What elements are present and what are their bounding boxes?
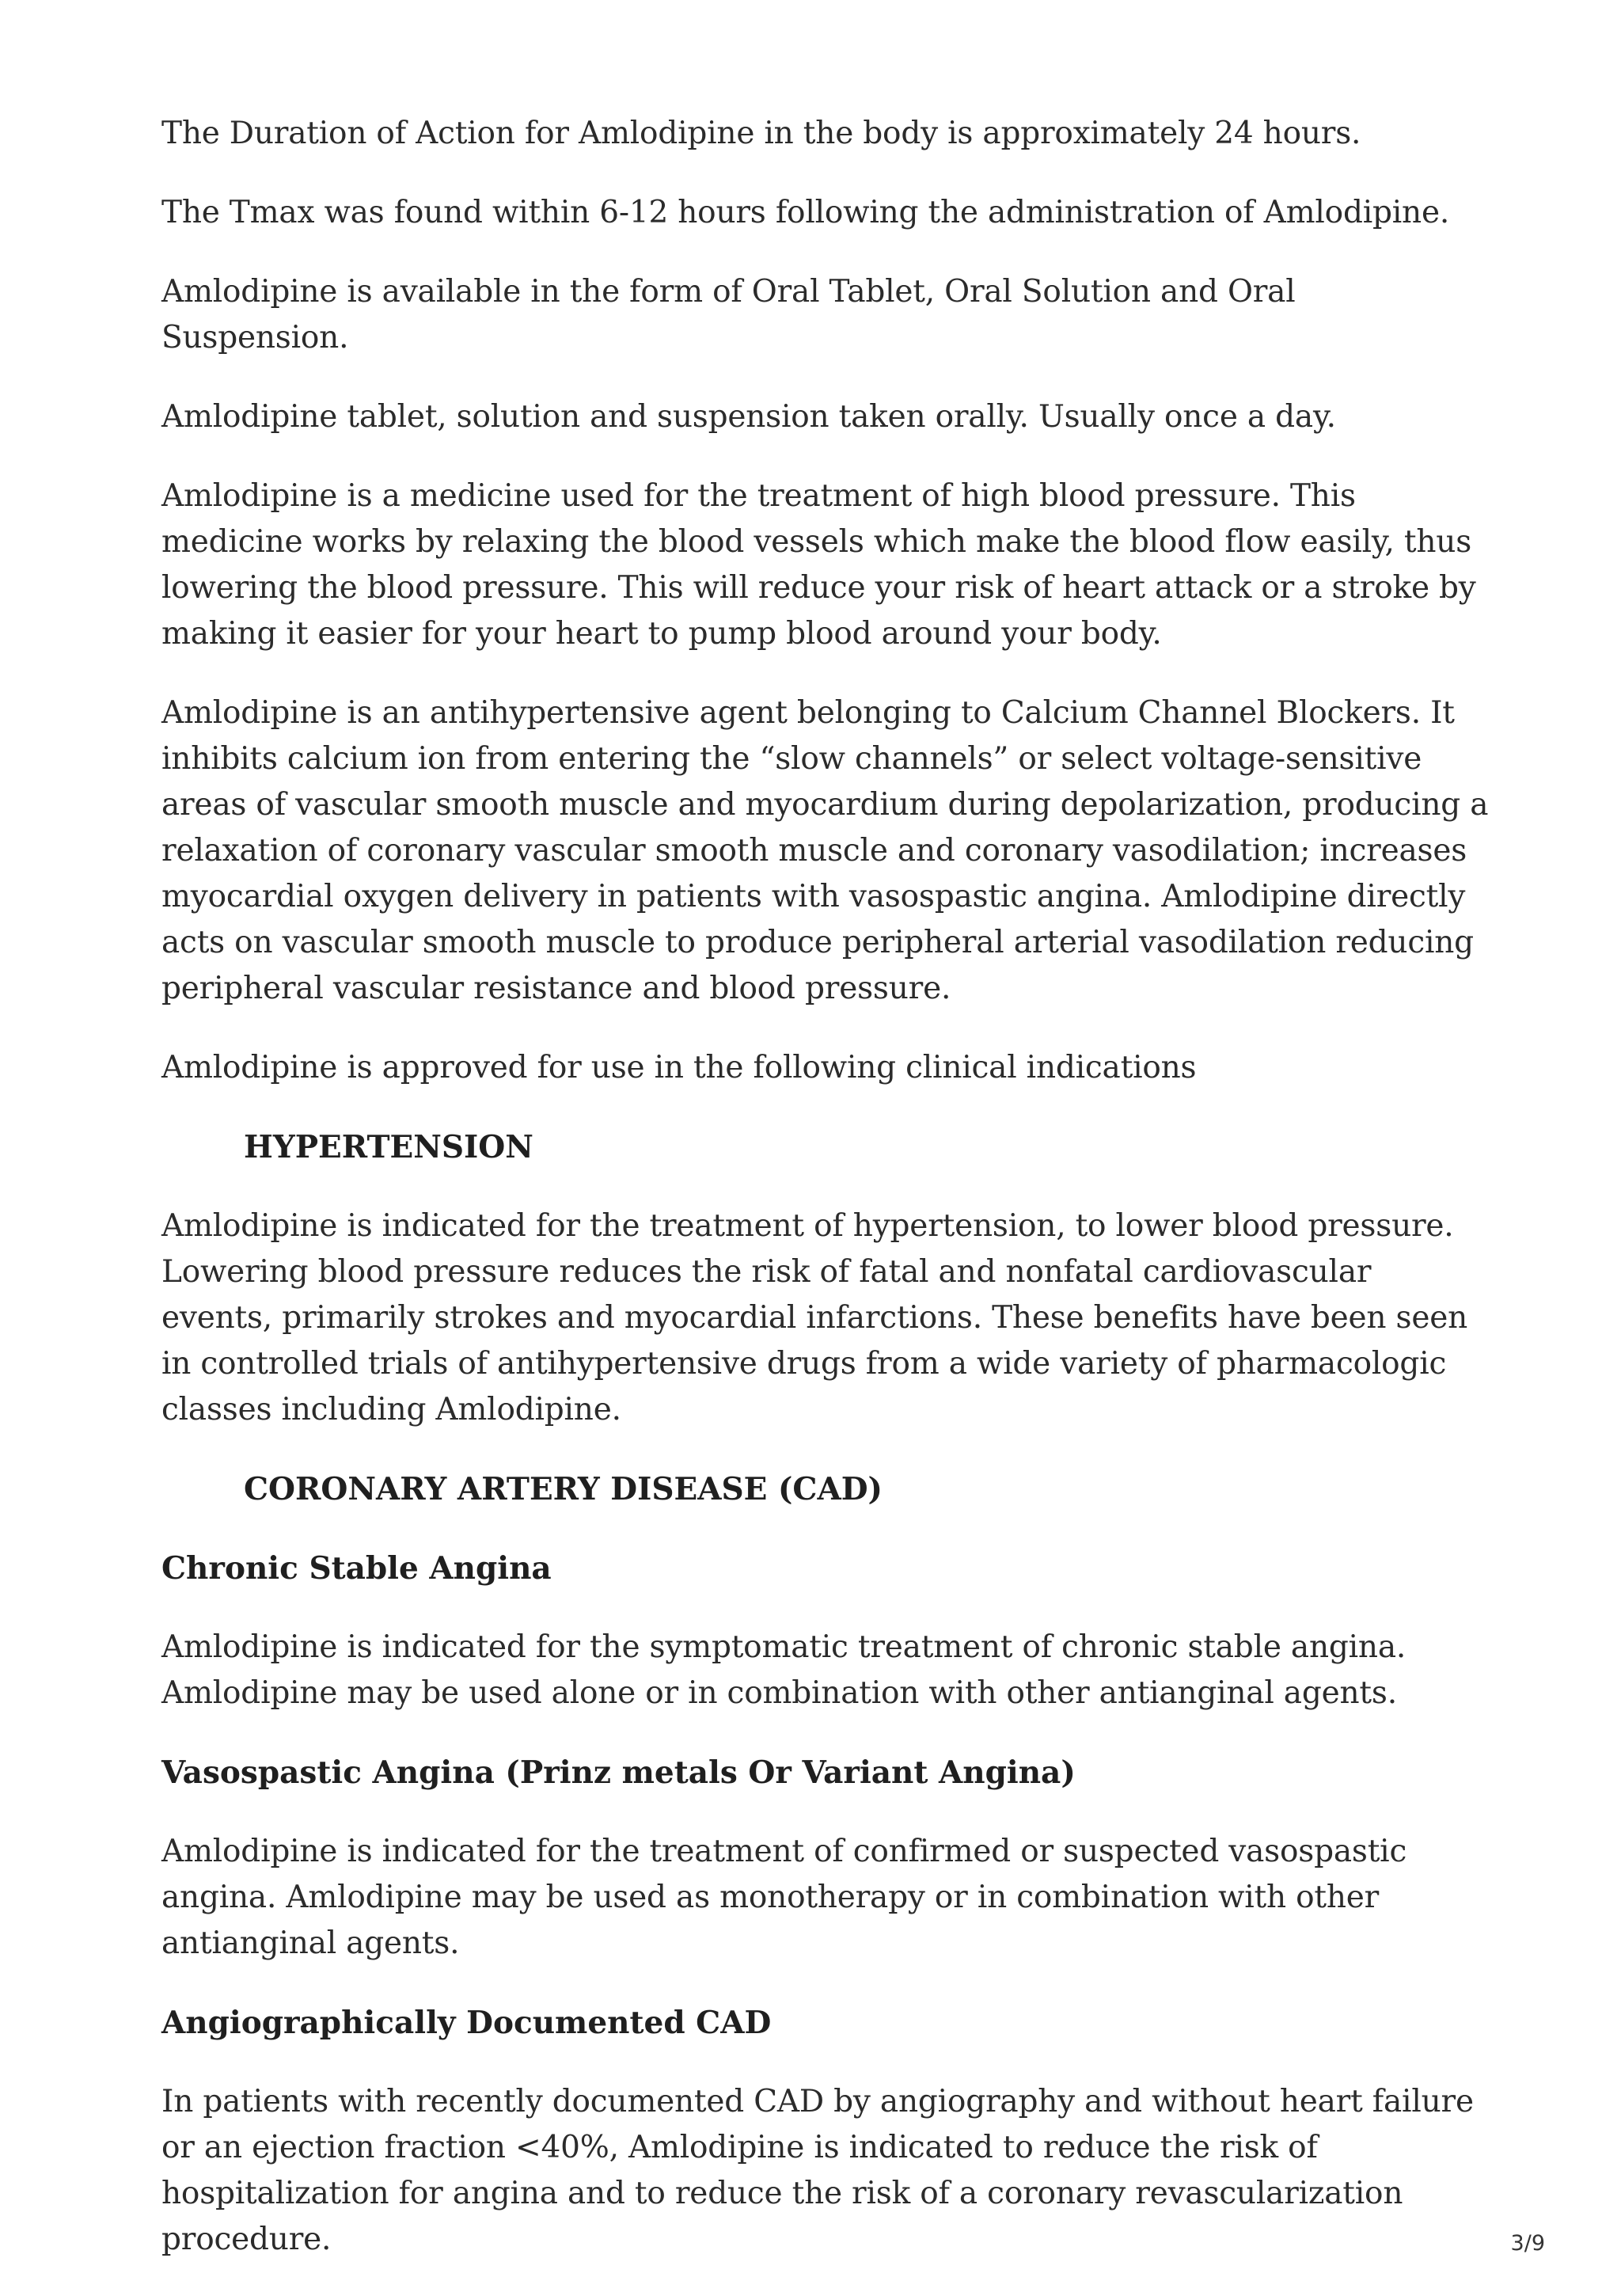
document-body (161, 111, 1491, 2296)
paragraph-forms: Amlodipine is available in the form of Oral Tablet, Oral Solution and Oral Suspension. (161, 274, 1296, 355)
paragraph-dosing: Amlodipine tablet, solution and suspension taken orally. Usually once a day. (161, 399, 1336, 435)
paragraph-vasospastic-angina: Amlodipine is indicated for the treatment of confirmed or suspected vasospastic angina. Amlodipine may be used as monotherapy or in combination with other antianginal agents. (161, 1834, 1407, 1961)
paragraph-mechanism: Amlodipine is an antihypertensive agent belonging to Calcium Channel Blockers. It inhibits calcium ion from entering the “slow channels” or select voltage-sensitive areas of vascular smooth muscle and myocardium during depolarization, producing a relaxation of coronary vascular smooth muscle and coronary vasodilation; increases myocardial oxygen delivery in patients with vasospastic angina. Amlodipine directly acts on vascular smooth muscle to produce peripheral arterial vasodilation reducing peripheral vascular resistance and blood pressure. (161, 695, 1489, 1006)
paragraph-duration: The Duration of Action for Amlodipine in the body is approximately 24 hours. (161, 116, 1361, 151)
paragraph-chronic-stable-angina: Amlodipine is indicated for the symptomatic treatment of chronic stable angina. Amlodipine may be used alone or in combination with other antianginal agents. (161, 1629, 1407, 1711)
heading-coronary-artery-disease: CORONARY ARTERY DISEASE (CAD) (244, 1471, 883, 1507)
heading-hypertension: HYPERTENSION (244, 1129, 533, 1165)
heading-chronic-stable-angina: Chronic Stable Angina (161, 1550, 552, 1587)
heading-vasospastic-angina: Vasospastic Angina (Prinz metals Or Variant Angina) (161, 1754, 1076, 1791)
paragraph-use: Amlodipine is a medicine used for the treatment of high blood pressure. This medicine works by relaxing the blood vessels which make the blood flow easily, thus lowering the blood pressure. This will reduce your risk of heart attack or a stroke by making it easier for your heart to pump blood around your body. (161, 478, 1476, 652)
paragraph-tmax: The Tmax was found within 6-12 hours following the administration of Amlodipine. (161, 195, 1450, 230)
paragraph-hypertension: Amlodipine is indicated for the treatment of hypertension, to lower blood pressure. Lowering blood pressure reduces the risk of fatal and nonfatal cardiovascular events, primarily strokes and myocardial infarctions. These benefits have been seen in controlled trials of antihypertensive drugs from a wide variety of pharmacologic classes including Amlodipine. (161, 1208, 1468, 1427)
paragraph-approved-indications: Amlodipine is approved for use in the following clinical indications (161, 1050, 1197, 1085)
page-number: 3/9 (1510, 2231, 1545, 2256)
heading-angiographically-documented-cad: Angiographically Documented CAD (161, 2005, 772, 2041)
paragraph-angiographically-documented-cad: In patients with recently documented CAD by angiography and without heart failure or an ejection fraction <40%, Amlodipine is indicated to reduce the risk of hospitalization for angina and to reduce the risk of a coronary revascularization procedure. (161, 2084, 1474, 2257)
